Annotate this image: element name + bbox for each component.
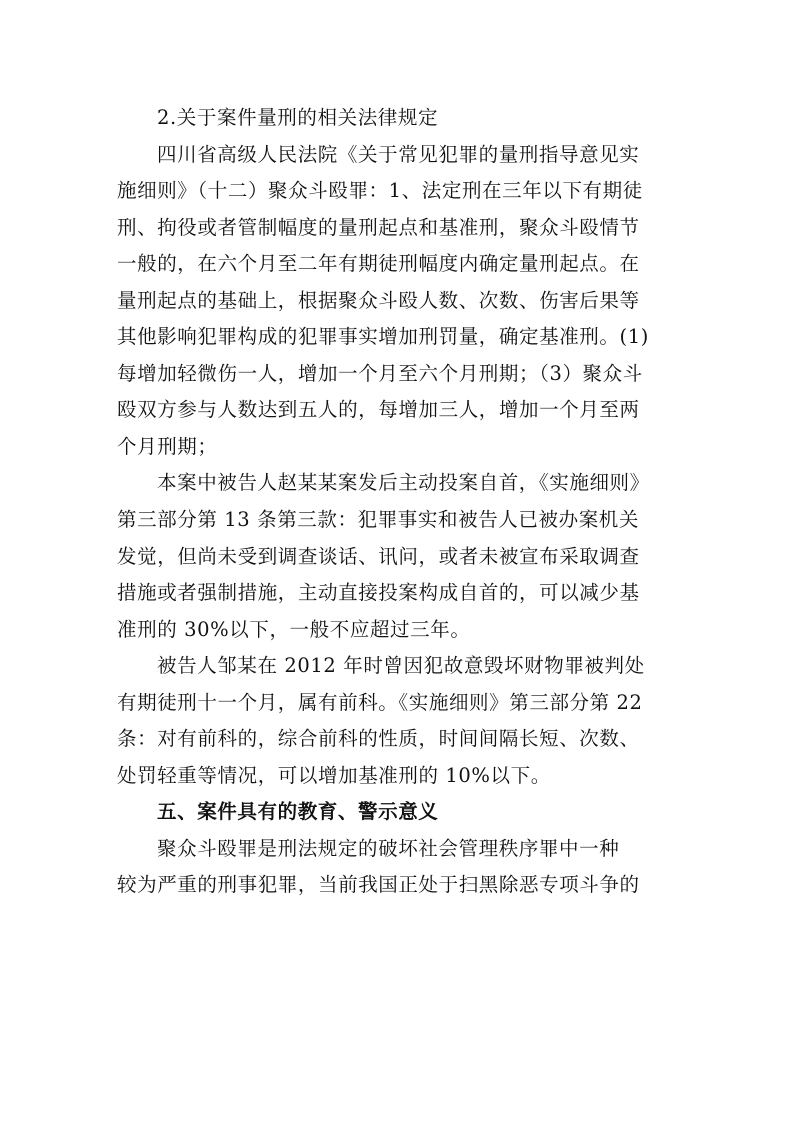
paragraph-line: 聚众斗殴罪是刑法规定的破坏社会管理秩序罪中一种 <box>157 836 620 860</box>
paragraph-line: 本案中被告人赵某某案发后主动投案自首，《实施细则》 <box>157 471 650 495</box>
paragraph-line: 刑、拘役或者管制幅度的量刑起点和基准刑，聚众斗殴情节 <box>117 215 640 239</box>
paragraph-line: 第三部分第 13 条第三款：犯罪事实和被告人已被办案机关 <box>117 508 640 532</box>
paragraph-line: 施细则》（十二）聚众斗殴罪：1、法定刑在三年以下有期徒 <box>117 179 643 203</box>
paragraph-line: 一般的，在六个月至二年有期徒刑幅度内确定量刑起点。在 <box>117 252 640 276</box>
section-heading: 五、案件具有的教育、警示意义 <box>157 800 439 824</box>
paragraph-line: 条：对有前科的，综合前科的性质，时间间隔长短、次数、 <box>117 727 640 751</box>
paragraph-line: 措施或者强制措施，主动直接投案构成自首的，可以减少基 <box>117 581 640 605</box>
paragraph-line: 处罚轻重等情况，可以增加基准刑的 10%以下。 <box>117 763 551 787</box>
paragraph-line: 发觉，但尚未受到调查谈话、讯问，或者未被宣布采取调查 <box>117 544 640 568</box>
paragraph-line: 量刑起点的基础上，根据聚众斗殴人数、次数、伤害后果等 <box>117 288 640 312</box>
document-body <box>117 100 677 904</box>
paragraph-line: 被告人邹某在 2012 年时曾因犯故意毁坏财物罪被判处 <box>157 654 645 678</box>
paragraph-line: 较为严重的刑事犯罪，当前我国正处于扫黑除恶专项斗争的 <box>117 873 640 897</box>
paragraph-line: 四川省高级人民法院《关于常见犯罪的量刑指导意见实 <box>157 142 640 166</box>
paragraph-line: 个月刑期； <box>117 434 218 458</box>
paragraph-line: 每增加轻微伤一人，增加一个月至六个月刑期；（3）聚众斗 <box>117 361 643 385</box>
paragraph-line: 有期徒刑十一个月，属有前科。《实施细则》第三部分第 22 <box>117 690 643 714</box>
paragraph-line: 殴双方参与人数达到五人的，每增加三人，增加一个月至两 <box>117 398 640 422</box>
subsection-title: 2.关于案件量刑的相关法律规定 <box>157 106 439 129</box>
paragraph-line: 准刑的 30%以下，一般不应超过三年。 <box>117 617 471 641</box>
paragraph-line: 其他影响犯罪构成的犯罪事实增加刑罚量，确定基准刑。(1) <box>117 325 649 349</box>
